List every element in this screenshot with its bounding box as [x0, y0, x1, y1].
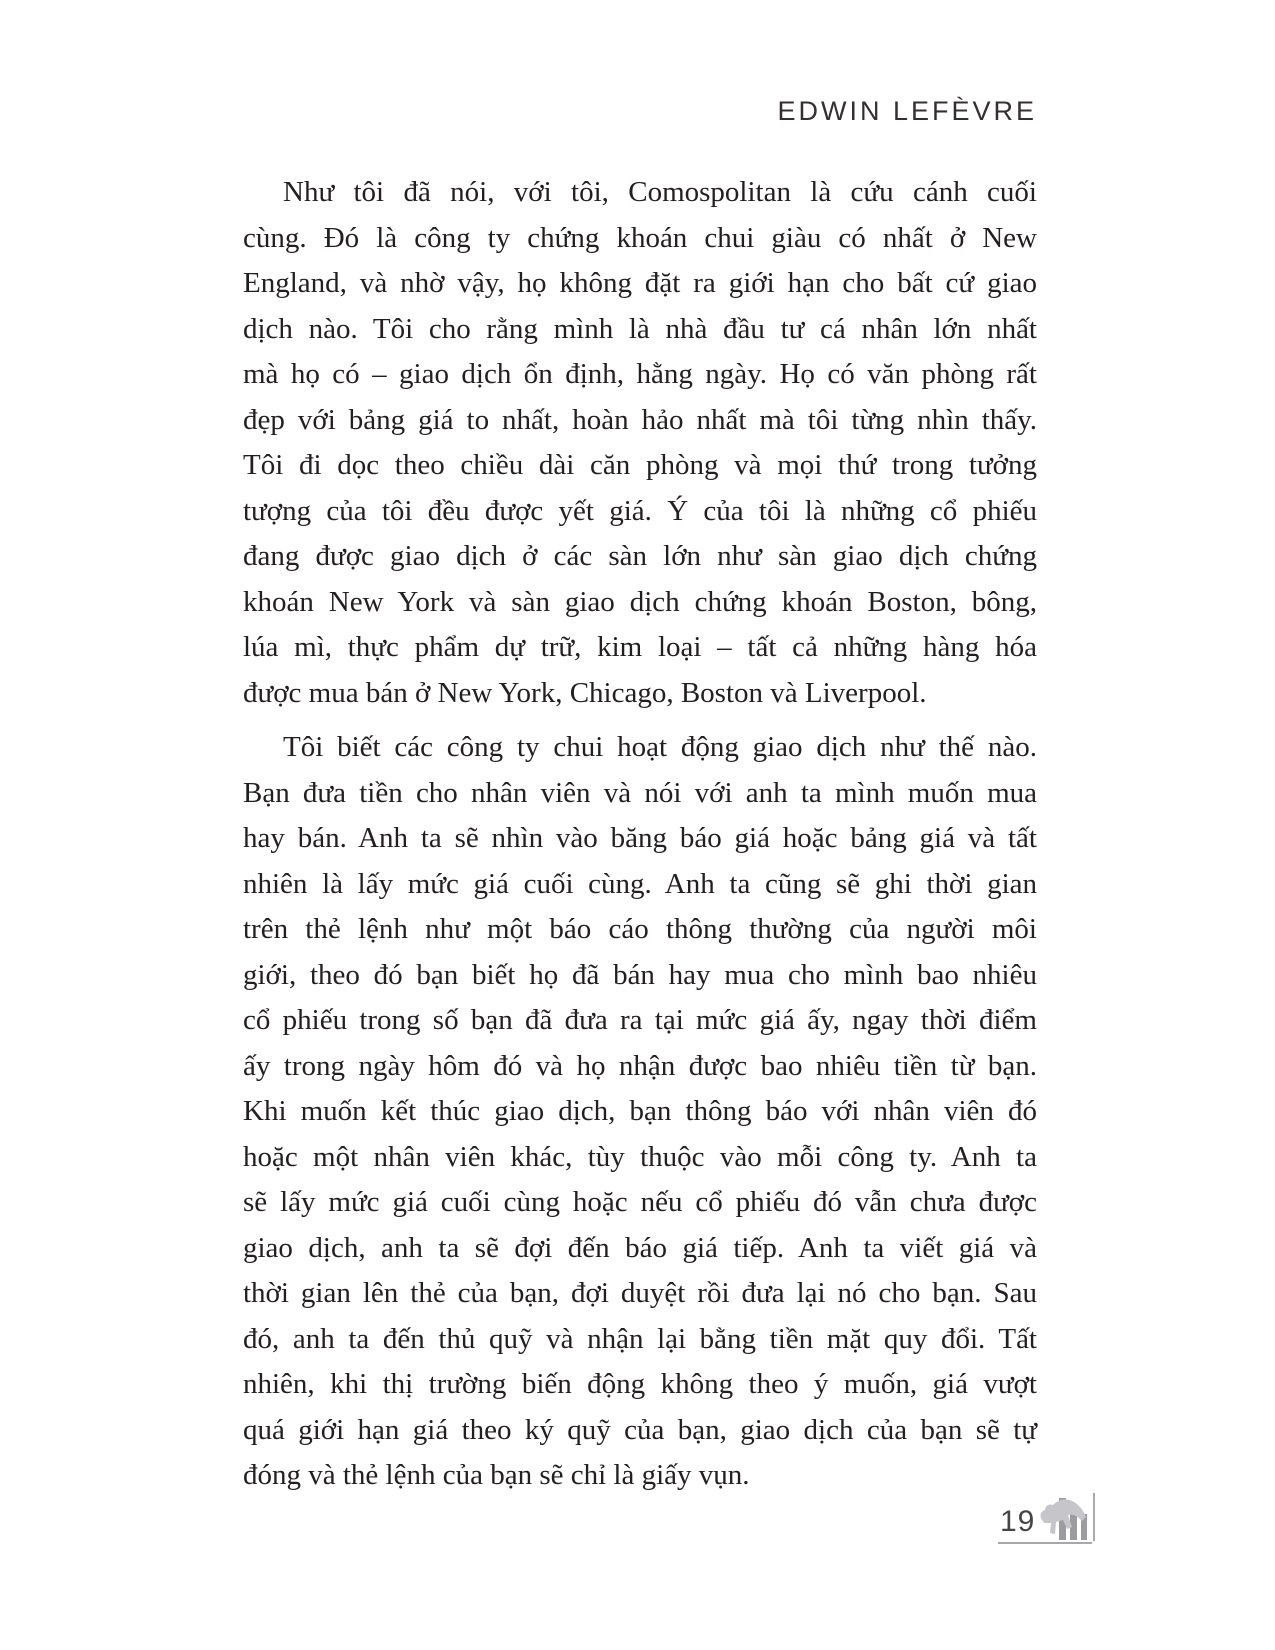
- text-line: tượng của tôi đều được yết giá. Ý của tôi là những cổ phiếu: [243, 494, 1037, 527]
- text-line: Khi muốn kết thúc giao dịch, bạn thông báo với nhân viên đó: [243, 1095, 1037, 1127]
- text-line: Bạn đưa tiền cho nhân viên và nói với anh ta mình muốn mua: [243, 776, 1037, 809]
- publisher-bull-chart-logo-icon: [1038, 1493, 1096, 1545]
- text-line: Như tôi đã nói, với tôi, Comospolitan là cứu cánh cuối: [283, 176, 1037, 208]
- text-line: Tôi đi dọc theo chiều dài căn phòng và mọi thứ trong tưởng: [243, 449, 1037, 481]
- text-line: được mua bán ở New York, Chicago, Boston và Liverpool.: [243, 676, 927, 709]
- text-line: đang được giao dịch ở các sàn lớn như sàn giao dịch chứng: [243, 540, 1037, 572]
- text-line: đẹp với bảng giá to nhất, hoàn hảo nhất mà tôi từng nhìn thấy.: [243, 403, 1037, 436]
- page-footer: [998, 1494, 1096, 1548]
- running-head: [243, 96, 1037, 127]
- running-head-author: EDWIN LEFÈVRE: [777, 96, 1037, 126]
- text-line: nhiên, khi thị trường biến động không theo ý muốn, giá vượt: [243, 1368, 1037, 1400]
- text-line: cổ phiếu trong số bạn đã đưa ra tại mức giá ấy, ngay thời điểm: [243, 1004, 1037, 1036]
- page-number: 19: [1000, 1505, 1036, 1538]
- text-line: sẽ lấy mức giá cuối cùng hoặc nếu cổ phiếu đó vẫn chưa được: [243, 1186, 1037, 1218]
- text-line: quá giới hạn giá theo ký quỹ của bạn, giao dịch của bạn sẽ tự: [243, 1413, 1037, 1446]
- text-line: lúa mì, thực phẩm dự trữ, kim loại – tất cả những hàng hóa: [243, 631, 1037, 663]
- paragraph-2: [243, 725, 1037, 1499]
- text-line: hoặc một nhân viên khác, tùy thuộc vào mỗi công ty. Anh ta: [243, 1140, 1037, 1173]
- text-line: mà họ có – giao dịch ổn định, hằng ngày. Họ có văn phòng rất: [243, 358, 1037, 390]
- text-line: ấy trong ngày hôm đó và họ nhận được bao nhiêu tiền từ bạn.: [243, 1049, 1037, 1082]
- text-line: khoán New York và sàn giao dịch chứng khoán Boston, bông,: [243, 585, 1037, 618]
- text-line: Tôi biết các công ty chui hoạt động giao dịch như thế nào.: [283, 731, 1037, 763]
- page-content: [243, 170, 1037, 1499]
- text-line: nhiên là lấy mức giá cuối cùng. Anh ta cũng sẽ ghi thời gian: [243, 867, 1037, 900]
- text-line: cùng. Đó là công ty chứng khoán chui giàu có nhất ở New: [243, 221, 1037, 254]
- text-line: đóng và thẻ lệnh của bạn sẽ chỉ là giấy vụn.: [243, 1459, 750, 1491]
- text-line: đó, anh ta đến thủ quỹ và nhận lại bằng tiền mặt quy đổi. Tất: [243, 1322, 1037, 1355]
- text-line: dịch nào. Tôi cho rằng mình là nhà đầu tư cá nhân lớn nhất: [243, 312, 1037, 345]
- text-line: thời gian lên thẻ của bạn, đợi duyệt rồi đưa lại nó cho bạn. Sau: [243, 1277, 1037, 1309]
- text-line: hay bán. Anh ta sẽ nhìn vào băng báo giá hoặc bảng giá và tất: [243, 822, 1037, 854]
- paragraph-1: [243, 170, 1037, 716]
- text-line: England, và nhờ vậy, họ không đặt ra giới hạn cho bất cứ giao: [243, 267, 1037, 299]
- text-line: giao dịch, anh ta sẽ đợi đến báo giá tiếp. Anh ta viết giá và: [243, 1231, 1037, 1264]
- text-line: giới, theo đó bạn biết họ đã bán hay mua cho mình bao nhiêu: [243, 958, 1037, 991]
- text-line: trên thẻ lệnh như một báo cáo thông thường của người môi: [243, 913, 1037, 945]
